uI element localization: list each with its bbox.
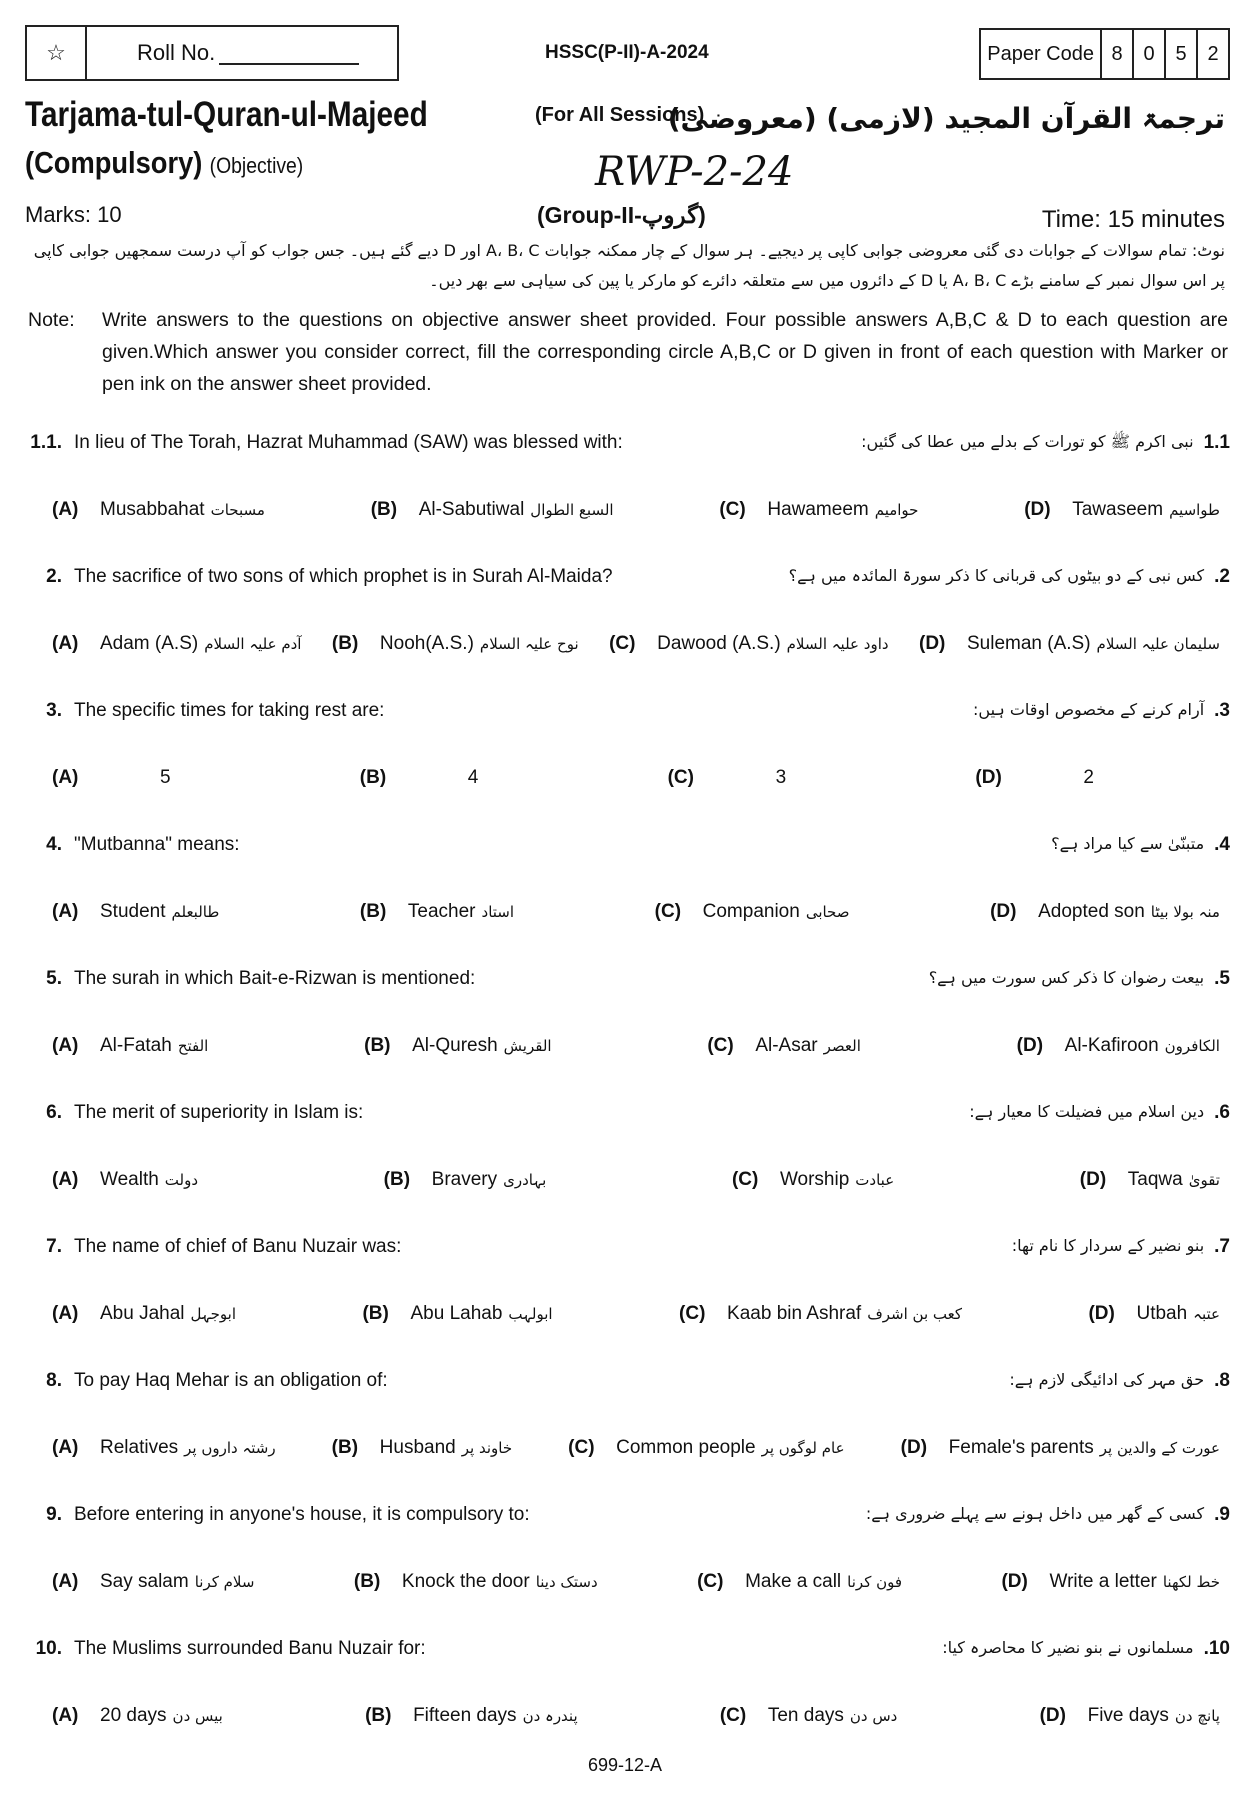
question-number: 8. xyxy=(46,1370,62,1391)
option xyxy=(990,897,1220,927)
option-text: Dawood (A.S.) xyxy=(657,633,781,654)
option-text: Nooh(A.S.) xyxy=(379,633,474,654)
compulsory: (Compulsory) xyxy=(25,145,203,180)
option-text: Tawaseem xyxy=(1072,499,1164,520)
option-letter: (B) xyxy=(365,1705,392,1726)
note-label: Note: xyxy=(28,309,75,331)
option-letter: (A) xyxy=(52,633,79,654)
option-letter: (B) xyxy=(359,901,387,922)
roll-number-box xyxy=(25,25,399,81)
option xyxy=(332,1433,512,1463)
option-urdu: صحابی xyxy=(805,903,850,921)
question-english xyxy=(20,968,475,990)
options-row xyxy=(20,495,1230,525)
option xyxy=(52,1567,254,1597)
note-text: Write answers to the questions on objective answer sheet provided. Four possible answers A,B,C & D to each question are given.Which answer you consider correct, fill the corresponding circle A,B,C or D given in front of each question with Marker or pen ink on the answer sheet provided. xyxy=(102,309,1228,395)
option xyxy=(679,1299,962,1329)
roll-number-field xyxy=(87,27,359,79)
option-letter: (B) xyxy=(359,767,387,788)
option-urdu: الفتح xyxy=(177,1037,209,1055)
roll-label: Roll No. xyxy=(137,40,216,65)
question-row xyxy=(20,696,1230,726)
option-text: 4 xyxy=(467,767,479,788)
option-letter: (D) xyxy=(990,901,1017,922)
option-text: Suleman (A.S) xyxy=(967,633,1091,654)
option xyxy=(1001,1567,1220,1597)
option xyxy=(52,897,219,927)
option-letter: (D) xyxy=(1039,1705,1066,1726)
option-urdu: سلام کرنا xyxy=(194,1573,255,1591)
option-letter: (D) xyxy=(1024,499,1051,520)
option-letter: (D) xyxy=(1001,1571,1028,1592)
options-row xyxy=(20,1567,1230,1597)
question xyxy=(20,1366,1230,1463)
option-text: Adopted son xyxy=(1038,901,1145,922)
option xyxy=(568,1433,844,1463)
option xyxy=(707,1031,861,1061)
question-urdu-number: 9. xyxy=(1214,1504,1230,1525)
option-urdu: عبادت xyxy=(855,1171,895,1189)
question-urdu-text: کسی کے گھر میں داخل ہونے سے پہلے ضروری ہے: xyxy=(865,1504,1205,1523)
option-letter: (B) xyxy=(331,633,359,654)
question-urdu-text: مسلمانوں نے بنو نضیر کا محاصرہ کیا: xyxy=(942,1638,1194,1657)
option-letter: (B) xyxy=(353,1571,381,1592)
option-urdu: عتبہ xyxy=(1193,1305,1220,1323)
option xyxy=(1024,495,1220,525)
option xyxy=(52,1299,236,1329)
question-urdu-text: بنو نضیر کے سردار کا نام تھا: xyxy=(1011,1236,1205,1255)
question-urdu-number: 8. xyxy=(1214,1370,1230,1391)
option-text: Fifteen days xyxy=(413,1705,517,1726)
options-row xyxy=(20,1433,1230,1463)
option xyxy=(52,1433,276,1463)
question-urdu-number: 4. xyxy=(1214,834,1230,855)
option xyxy=(360,763,605,793)
question-text: The surah in which Bait-e-Rizwan is mentioned: xyxy=(74,968,476,989)
question-urdu xyxy=(929,968,1230,990)
option-urdu: طالبعلم xyxy=(171,903,220,921)
option-letter: (B) xyxy=(370,499,398,520)
option-text: Abu Jahal xyxy=(100,1303,185,1324)
question-text: In lieu of The Torah, Hazrat Muhammad (SAW) was blessed with: xyxy=(74,432,623,453)
question-number: 6. xyxy=(46,1102,62,1123)
options-row xyxy=(20,629,1230,659)
option-text: Adam (A.S) xyxy=(100,633,199,654)
option-text: Al-Asar xyxy=(755,1035,818,1056)
question xyxy=(20,696,1230,793)
question-english xyxy=(20,1236,401,1258)
question-row xyxy=(20,830,1230,860)
option-urdu: حوامیم xyxy=(874,501,919,519)
option-urdu: خاوند پر xyxy=(461,1439,513,1457)
option-text: Teacher xyxy=(407,901,476,922)
option-letter: (A) xyxy=(52,499,79,520)
question-text: The merit of superiority in Islam is: xyxy=(74,1102,364,1123)
question-text: To pay Haq Mehar is an obligation of: xyxy=(74,1370,388,1391)
options-row xyxy=(20,1031,1230,1061)
question xyxy=(20,1098,1230,1195)
option-text: Al-Kafiroon xyxy=(1064,1035,1159,1056)
option-urdu: پانچ دن xyxy=(1174,1707,1220,1725)
question-number: 3. xyxy=(46,700,62,721)
option xyxy=(384,1165,547,1195)
question-english xyxy=(20,1638,426,1660)
question-text: Before entering in anyone's house, it is compulsory to: xyxy=(74,1504,530,1525)
question-english xyxy=(20,700,384,722)
option-text: Female's parents xyxy=(948,1437,1094,1458)
option xyxy=(719,495,918,525)
option-urdu: بیس دن xyxy=(172,1707,223,1725)
question-urdu xyxy=(973,700,1230,722)
option-letter: (C) xyxy=(697,1571,724,1592)
option-urdu: دولت xyxy=(164,1171,199,1189)
question-urdu xyxy=(1051,834,1230,856)
option-letter: (A) xyxy=(52,1169,79,1190)
option xyxy=(901,1433,1220,1463)
option-urdu: مسبحات xyxy=(210,501,265,519)
exam-code: HSSC(P-II)-A-2024 xyxy=(545,42,709,63)
question-text: The name of chief of Banu Nuzair was: xyxy=(74,1236,402,1257)
paper-code-label: Paper Code xyxy=(987,42,1094,65)
question-urdu-number: 3. xyxy=(1214,700,1230,721)
paper-code-digit: 8 xyxy=(1100,30,1132,78)
question-urdu xyxy=(1009,1370,1230,1392)
question-number: 4. xyxy=(46,834,62,855)
option-text: Common people xyxy=(616,1437,756,1458)
question-english xyxy=(20,1102,363,1124)
option-text: Musabbahat xyxy=(100,499,205,520)
option-letter: (B) xyxy=(364,1035,391,1056)
option-urdu: الکافرون xyxy=(1164,1037,1220,1055)
option xyxy=(364,1031,551,1061)
question xyxy=(20,428,1230,525)
handwritten-note: RWP-2-24 xyxy=(595,149,794,195)
question-urdu-text: آرام کرنے کے مخصوص اوقات ہیں: xyxy=(973,700,1205,719)
question-row xyxy=(20,1232,1230,1262)
option-urdu: القریش xyxy=(503,1037,552,1055)
question-urdu xyxy=(789,566,1230,588)
option-letter: (D) xyxy=(1016,1035,1044,1056)
time: Time: 15 minutes xyxy=(1041,206,1225,233)
question-text: The Muslims surrounded Banu Nuzair for: xyxy=(74,1638,426,1659)
option xyxy=(1080,1165,1220,1195)
question-text: The sacrifice of two sons of which prophet is in Surah Al-Maida? xyxy=(74,566,613,587)
option-letter: (A) xyxy=(52,1035,79,1056)
option xyxy=(52,1165,198,1195)
paper-title: Tarjama-tul-Quran-ul-Majeed xyxy=(25,95,428,134)
option xyxy=(1088,1299,1220,1329)
option-text: Companion xyxy=(702,901,800,922)
option-letter: (D) xyxy=(900,1437,928,1458)
option-text: Say salam xyxy=(100,1571,189,1592)
option-text: Al-Fatah xyxy=(100,1035,172,1056)
option xyxy=(720,1701,898,1731)
option-letter: (A) xyxy=(52,1571,79,1592)
question-number: 7. xyxy=(46,1236,62,1257)
footer-code: 699-12-A xyxy=(587,1755,663,1775)
option-text: 3 xyxy=(775,767,787,788)
option xyxy=(1040,1701,1220,1731)
option-urdu: ابوجہل xyxy=(190,1305,237,1323)
question-urdu-text: متبنّیٰ سے کیا مراد ہے؟ xyxy=(1051,834,1205,853)
option-letter: (C) xyxy=(568,1437,595,1458)
question-row xyxy=(20,428,1230,458)
question-row xyxy=(20,1500,1230,1530)
question-urdu xyxy=(969,1102,1230,1124)
option-urdu: العصر xyxy=(823,1037,861,1055)
option-urdu: استاد xyxy=(481,903,515,921)
option xyxy=(52,1031,208,1061)
option-text: Al-Sabutiwal xyxy=(418,499,525,520)
option-urdu: دس دن xyxy=(849,1707,898,1725)
question-urdu-text: بیعت رضوان کا ذکر کس سورت میں ہے؟ xyxy=(928,968,1205,987)
option-text: 5 xyxy=(160,767,171,788)
option-urdu: سلیمان علیہ السلام xyxy=(1096,635,1220,653)
paper-subtitle xyxy=(25,145,303,181)
urdu-note: نوٹ: تمام سوالات کے جوابات دی گئی معروضی جوابی کاپی پر دیجیے۔ ہر سوال کے چار ممکنہ جوابات A، B، C اور D دیے گئے ہیں۔ جس جواب کو آپ درست سمجھیں جوابی کاپی پر اس سوال نمبر کے سامنے بڑے A، B، C یا D کے دائروں میں سے متعلقہ دائرے کو مارکر یا پین کی سیاہی سے بھر دیں۔ xyxy=(33,241,1225,290)
option xyxy=(52,495,265,525)
option xyxy=(609,629,888,659)
question-english xyxy=(20,1370,388,1392)
group: (Group-II-گروپ) xyxy=(537,202,706,228)
objective: (Objective) xyxy=(209,153,304,178)
option-letter: (A) xyxy=(52,1437,79,1458)
option-urdu: خط لکھنا xyxy=(1162,1573,1220,1591)
question xyxy=(20,562,1230,659)
question-urdu-text: کس نبی کے دو بیٹوں کی قربانی کا ذکر سورۃ المائدہ میں ہے؟ xyxy=(788,566,1205,585)
option-urdu: تقویٰ xyxy=(1188,1171,1220,1189)
urdu-title: ترجمۃ القرآن المجید (لازمی) (معروضی) xyxy=(667,102,1225,135)
question xyxy=(20,1634,1230,1731)
option xyxy=(360,897,514,927)
option xyxy=(52,763,297,793)
option xyxy=(371,495,614,525)
question-text: "Mutbanna" means: xyxy=(74,834,240,855)
option-letter: (B) xyxy=(331,1437,359,1458)
option xyxy=(52,629,301,659)
question xyxy=(20,830,1230,927)
option-letter: (D) xyxy=(1079,1169,1107,1190)
options-row xyxy=(20,1701,1230,1731)
option-urdu: بہادری xyxy=(503,1171,547,1189)
option-letter: (B) xyxy=(362,1303,389,1324)
option-text: Bravery xyxy=(431,1169,498,1190)
question-urdu-number: 2. xyxy=(1214,566,1230,587)
option-urdu: رشتہ داروں پر xyxy=(184,1439,276,1457)
question xyxy=(20,964,1230,1061)
option-text: Worship xyxy=(779,1169,850,1190)
option-letter: (C) xyxy=(731,1169,759,1190)
option-urdu: السبع الطوال xyxy=(530,501,614,519)
question-urdu-number: 5. xyxy=(1214,968,1230,989)
question-number: 2. xyxy=(46,566,62,587)
option-urdu: عورت کے والدین پر xyxy=(1099,1439,1220,1457)
option-text: Write a letter xyxy=(1049,1571,1157,1592)
question-row xyxy=(20,1634,1230,1664)
option-letter: (C) xyxy=(609,633,636,654)
option-text: Husband xyxy=(379,1437,456,1458)
option-letter: (A) xyxy=(52,1705,79,1726)
option-letter: (C) xyxy=(667,767,694,788)
question-row xyxy=(20,1366,1230,1396)
question-english xyxy=(20,1504,530,1526)
option-urdu: نوح علیہ السلام xyxy=(479,635,579,653)
option xyxy=(697,1567,902,1597)
option xyxy=(52,1701,223,1731)
option-urdu: عام لوگوں پر xyxy=(761,1439,845,1457)
question xyxy=(20,1500,1230,1597)
question-urdu-number: 1.1 xyxy=(1203,431,1230,453)
question-row xyxy=(20,1098,1230,1128)
option-text: Student xyxy=(100,901,166,922)
option-text: Relatives xyxy=(100,1437,179,1458)
paper-code-digit: 2 xyxy=(1196,30,1228,78)
option-text: 20 days xyxy=(100,1705,167,1726)
options-row xyxy=(20,897,1230,927)
note xyxy=(28,304,1228,400)
question-urdu-text: حق مہر کی ادائیگی لازم ہے: xyxy=(1009,1370,1205,1389)
question xyxy=(20,1232,1230,1329)
option-letter: (C) xyxy=(719,499,746,520)
sessions: (For All Sessions) xyxy=(535,104,705,126)
question-urdu-number: 7. xyxy=(1214,1236,1230,1257)
question-english xyxy=(20,566,613,588)
option xyxy=(354,1567,598,1597)
option-text: Kaab bin Ashraf xyxy=(727,1303,862,1324)
question-urdu-text: دین اسلام میں فضیلت کا معیار ہے: xyxy=(969,1102,1205,1121)
option xyxy=(655,897,850,927)
option-text: Make a call xyxy=(745,1571,842,1592)
option xyxy=(1017,1031,1220,1061)
question-urdu-text: نبی اکرم ﷺ کو تورات کے بدلے میں عطا کی گئیں: xyxy=(861,431,1194,451)
option-urdu: منہ بولا بیٹا xyxy=(1150,903,1220,921)
option-text: Taqwa xyxy=(1127,1169,1183,1190)
option xyxy=(362,1299,552,1329)
option-urdu: طواسیم xyxy=(1169,501,1220,519)
option-urdu: دستک دینا xyxy=(535,1573,598,1591)
question-text: The specific times for taking rest are: xyxy=(74,700,385,721)
question-row xyxy=(20,562,1230,592)
question-urdu xyxy=(942,1638,1230,1660)
question-number: 5. xyxy=(46,968,62,989)
option-letter: (A) xyxy=(52,767,79,788)
option-urdu: پندرہ دن xyxy=(522,1707,578,1725)
option-text: 2 xyxy=(1083,767,1094,788)
option-text: Utbah xyxy=(1136,1303,1188,1324)
question-number: 1.1. xyxy=(30,432,62,453)
question-number: 10. xyxy=(35,1638,62,1659)
option xyxy=(732,1165,894,1195)
option xyxy=(975,763,1220,793)
option-urdu: آدم علیہ السلام xyxy=(204,635,302,653)
option-letter: (C) xyxy=(707,1035,734,1056)
option-text: Hawameem xyxy=(767,499,869,520)
option xyxy=(332,629,579,659)
option-letter: (A) xyxy=(52,901,79,922)
option-text: Al-Quresh xyxy=(412,1035,498,1056)
question-english xyxy=(20,432,623,454)
option-letter: (D) xyxy=(975,767,1002,788)
question-urdu xyxy=(1012,1236,1230,1258)
option-text: Knock the door xyxy=(401,1571,530,1592)
option-letter: (B) xyxy=(383,1169,411,1190)
paper-code-digit: 5 xyxy=(1164,30,1196,78)
roll-line xyxy=(219,41,359,65)
options-row xyxy=(20,763,1230,793)
option-letter: (D) xyxy=(919,633,946,654)
option-letter: (C) xyxy=(654,901,682,922)
options-row xyxy=(20,1165,1230,1195)
option-letter: (C) xyxy=(679,1303,706,1324)
option-urdu: کعب بن اشرف xyxy=(867,1305,963,1323)
option-letter: (A) xyxy=(52,1303,79,1324)
option xyxy=(365,1701,578,1731)
option-urdu: داود علیہ السلام xyxy=(786,635,889,653)
option-text: Abu Lahab xyxy=(410,1303,503,1324)
question-urdu xyxy=(861,432,1230,455)
question-urdu-number: 6. xyxy=(1214,1102,1230,1123)
question-number: 9. xyxy=(46,1504,62,1525)
option-text: Ten days xyxy=(767,1705,844,1726)
paper-code-box xyxy=(979,28,1230,80)
marks: Marks: 10 xyxy=(25,202,122,227)
question-row xyxy=(20,964,1230,994)
option-letter: (C) xyxy=(719,1705,747,1726)
option xyxy=(919,629,1220,659)
options-row xyxy=(20,1299,1230,1329)
option xyxy=(668,763,913,793)
paper-code-digit: 0 xyxy=(1132,30,1164,78)
star-icon: ☆ xyxy=(27,27,87,79)
question-english xyxy=(20,834,240,856)
question-urdu-number: 10. xyxy=(1203,1638,1230,1659)
option-text: Wealth xyxy=(100,1169,159,1190)
option-urdu: فون کرنا xyxy=(847,1573,903,1591)
question-urdu xyxy=(866,1504,1230,1526)
option-urdu: ابولہب xyxy=(508,1305,553,1323)
option-letter: (D) xyxy=(1088,1303,1115,1324)
option-text: Five days xyxy=(1087,1705,1169,1726)
